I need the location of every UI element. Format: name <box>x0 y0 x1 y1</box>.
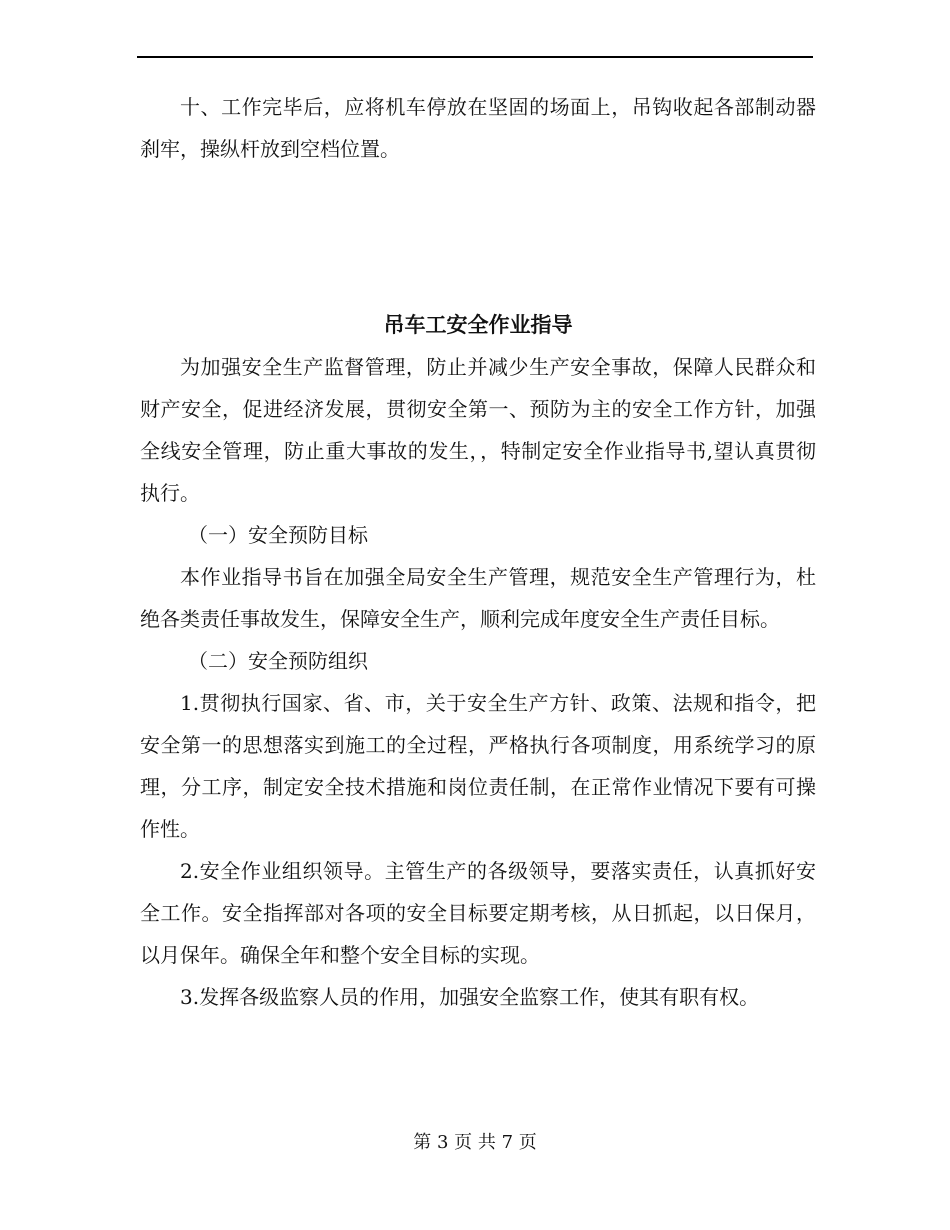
list-item-2: 2.安全作业组织领导。主管生产的各级领导，要落实责任，认真抓好安全工作。安全指挥部对各项的安全目标要定期考核，从日抓起，以日保月，以月保年。确保全年和整个安全目标的实现。 <box>140 859 816 967</box>
subheading-organization: （二）安全预防组织 <box>188 649 368 673</box>
list-item-3: 3.发挥各级监察人员的作用，加强安全监察工作，使其有职有权。 <box>180 985 760 1009</box>
header-rule <box>137 56 813 58</box>
section-title: 吊车工安全作业指导 <box>383 313 573 337</box>
intro-paragraph: 十、工作完毕后，应将机车停放在坚固的场面上，吊钩收起各部制动器刹牢，操纵杆放到空档位置。 <box>140 95 816 161</box>
list-item-1: 1.贯彻执行国家、省、市，关于安全生产方针、政策、法规和指令，把安全第一的思想落实到施工的全过程，严格执行各项制度，用系统学习的原理，分工序，制定安全技术措施和岗位责任制，在正常作业情况下要有可操作性。 <box>140 691 816 841</box>
document-body <box>140 86 816 1018</box>
purpose-paragraph: 为加强安全生产监督管理，防止并减少生产安全事故，保障人民群众和财产安全，促进经济发展，贯彻安全第一、预防为主的安全工作方针，加强全线安全管理，防止重大事故的发生，，特制定安全作业指导书,望认真贯彻执行。 <box>140 355 816 505</box>
section-spacer <box>140 170 816 304</box>
subheading-goal: （一）安全预防目标 <box>188 523 368 547</box>
page-number: 第 3 页 共 7 页 <box>413 1132 537 1153</box>
goal-paragraph: 本作业指导书旨在加强全局安全生产管理，规范安全生产管理行为，杜绝各类责任事故发生，保障安全生产，顺利完成年度安全生产责任目标。 <box>140 565 816 631</box>
